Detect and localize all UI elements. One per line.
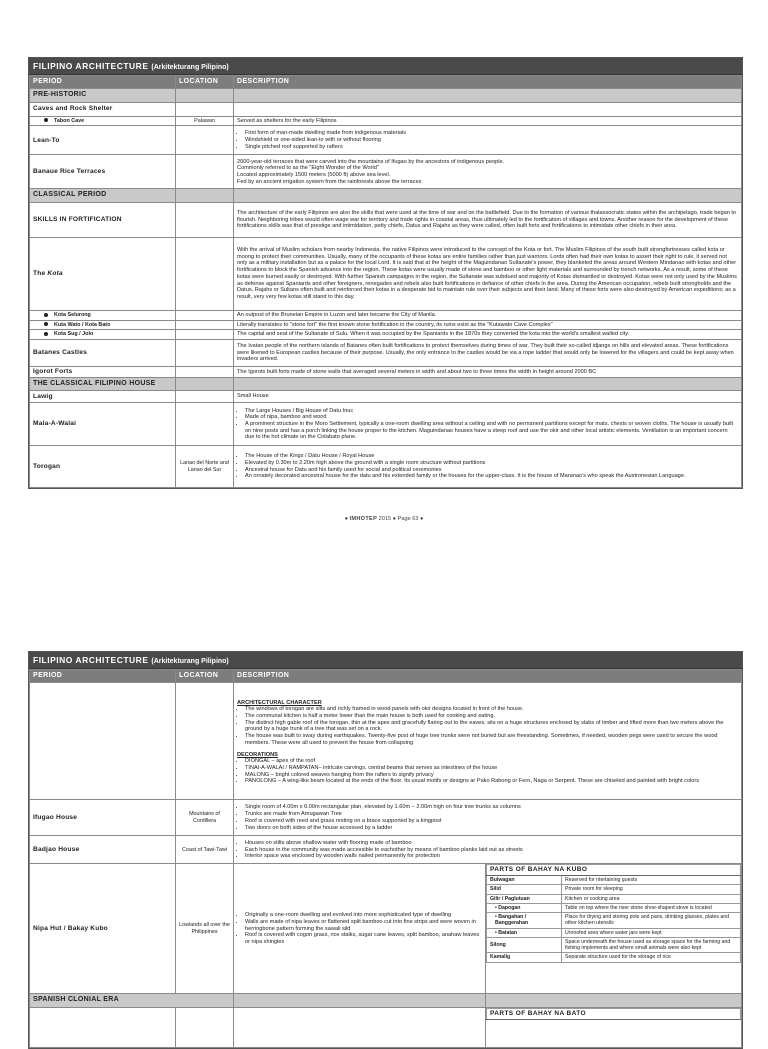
period-cell: Kota Selurong [30,310,176,320]
document-page-64 [28,651,743,1049]
bullet-icon [44,313,48,317]
architecture-table [29,75,742,488]
list-item: • First form of man-made dwelling made from indigenous materials [245,130,738,137]
list-item: • Single pitched roof supported by rafters [245,144,738,151]
list-item: • Two doors on both sides of the house accessed by a ladder [245,825,738,832]
header-description: DESCRIPTION [234,670,742,683]
document-page-63 [28,57,743,489]
list-item: • TINAI-A-WALAI / RAMPATAN– intricate carvings, central beams that serves as intestines of the house [245,765,738,772]
period-cell: Lean-To [30,126,176,155]
table-row [30,391,742,403]
description-cell: The architecture of the early Filipinos are also the skills that were used at the time of war and on the battlefield. Due to the formation of various thalassocratic states within the archipelago, trade began to flourish. Neighboring tribes would often wage war for territory and trade rights in coastal areas, thus ultimately led to the fortification of villages and towns. Another reason for the development of these fortifications skills was that of prestige and intimidation, petty chiefs, Datus and Rajahs as they were called, often built forts and fortifications to intimidate other chiefs in their area. [234,202,742,237]
table-row [30,864,742,994]
period-cell: Torogan [30,446,176,488]
parts-kubo-cell [486,864,742,994]
part-description: Space underneath the house used as storage space for the farming and fishing implements and where small animals were also kept [562,937,741,952]
parts-bato-heading: PARTS OF BAHAY NA BATO [487,1008,741,1019]
table-row [30,800,742,836]
title-text: FILIPINO ARCHITECTURE [33,61,149,71]
header-period: PERIOD [30,76,176,89]
footer-brand: IMHOTEP [349,516,378,522]
header-location: LOCATION [176,670,234,683]
list-item: • Interior space was enclosed by wooden walls nailed permanently for protection [245,853,738,860]
period-cell: Badjao House [30,836,176,864]
footer-year: 2015 [378,516,392,522]
title-text: FILIPINO ARCHITECTURE [33,655,149,665]
list-item: • The communal kitchen is half a meter lower than the main house is both used for cooking and eating. [245,713,738,720]
footer-page-number: Page 63 [397,516,419,522]
part-name: Kamalig [487,953,562,962]
parts-bahay-kubo-table [486,864,741,962]
header-period: PERIOD [30,670,176,683]
table-row [30,310,742,320]
header-row [30,76,742,89]
table-row [30,683,742,800]
list-item: • Houses on stilts above shallow water with flooring made of bamboo [245,840,738,847]
list-item: • MALONG – bright colored weaves hanging from the rafters to signify privacy [245,772,738,779]
parts-kubo-row [487,953,741,962]
parts-kubo-row [487,885,741,894]
parts-kubo-row [487,903,741,912]
table-row [30,836,742,864]
table-row [30,366,742,377]
list-item: • Trunks are made from Amugawan Tree [245,811,738,818]
period-cell: Banaue Rice Terraces [30,155,176,189]
location-cell: Palawan [176,116,234,126]
bullet-icon [44,332,48,336]
table-row [30,339,742,366]
header-row [30,670,742,683]
table-row [30,403,742,446]
list-item: • The House of the Kings / Datu House / Royal House [245,453,738,460]
parts-kubo-row [487,928,741,937]
list-item: • Roof is covered with cogon grass, rice stalks, sugar cane leaves, split bamboo, anahaw leaves or nipa shingles [245,932,482,945]
part-description: Reserved for ntertaining guests [562,876,741,885]
description-cell: The Ivatan people of the northern islands of Batanes often built fortifications to protect themselves during times of war. They built their so-called idjangs on hills and elevated areas. These fortifications were likened to European castles because of their purpose. Usually, the only entrance to the castles would be via a rope ladder that would only be lowered for the villagers and could be kept away when invaders arrived. [234,339,742,366]
header-location: LOCATION [176,76,234,89]
description-cell: The capital and seat of the Sultanate of Sulu. When it was occupied by the Spaniards in the 1870s they converted the kota into the world's smallest walled city. [234,330,742,340]
location-cell: Mountains of Cordillera [176,800,234,836]
period-cell: Igorot Forts [30,366,176,377]
period-cell: Batanes Castles [30,339,176,366]
bullet-icon [44,118,48,122]
subtitle-text: (Arkitekturang Pilipino) [151,658,229,665]
table-row [30,202,742,237]
part-name: • Batalan [487,928,562,937]
text-line: 2000-year-old terraces that were carved into the mountains of Ifugao by the ancestors of indigenous people. [237,158,505,165]
period-cell: Tabon Cave [30,116,176,126]
list-item: • Originally a one-room dwelling and evolved into more sophisticated type of dwelling [245,912,482,919]
list-item: • The house was built to sway during earthquakes. Twenty-five post of huge tree trunks were not buried but are freestanding. Sometimes, if needed, wooden pegs were used to secure the wood members. These were all used to prevent the house from collapsing [245,733,738,746]
architecture-table [29,669,742,1048]
text-line: Commonly referred to as the "Eight Wonder of the World" [237,165,379,172]
period-cell: Kuta Wato / Kota Bato [30,320,176,330]
header-description: DESCRIPTION [234,76,742,89]
list-item: • Roof is covered with reed and grass resting on a brace supported by a kingpost [245,818,738,825]
part-description: Kitchen or cooking area [562,894,741,903]
part-name: Silid [487,885,562,894]
text-line: Fed by an ancient irrigation system from the rainforests above the terraces [237,178,422,185]
section-row [30,189,742,202]
part-description: Place for drying and storing pots and pans, drinking glasses, plates and other kitchen utensils [562,913,741,928]
period-cell: SKILLS IN FORTIFICATION [30,202,176,237]
section-row [30,89,742,102]
period-cell: Ifugao House [30,800,176,836]
table-title [29,652,742,669]
list-item: • Walls are made of nipa leaves or flattened split bamboo cut into fine strips and were woven in herringbone pattern forming the sawali sild [245,919,482,932]
list-item: • An ornately decorated ancestral house for the datu and his extended family or the houses for the upper-class. It is the house of Maranao's who speak the Austronesian Language. [245,473,738,480]
list-item: • A prominent structure in the Moro Settlement, typically a one-room dwelling area without a ceiling and with no permanent partitions except for mats, chests or woven cloths. The house is usually built on nine posts and has a porch linking the house proper to the kitchen. Maguindanao houses have a steep roof and use the okir and other local artistic elements. Ventilation is an important concern due to the hot climate on the Cotabato plane. [245,421,738,441]
table-row [30,320,742,330]
period-cell: Mala-A-Walai [30,403,176,446]
period-cell: Nipa Hut / Bakay Kubo [30,864,176,994]
table-row [30,102,742,116]
description-cell [234,403,742,446]
part-description: Unroofed area where water jars were kept [562,928,741,937]
parts-bahay-bato-table [486,1008,741,1020]
description-cell [234,126,742,155]
bullet-icon [44,322,48,326]
period-cell: Kota Sug / Jolo [30,330,176,340]
list-item: • Made of nipa, bamboo and wood [245,414,738,421]
description-cell: An outpost of the Bruneian Empire in Luzon and later became the City of Manila. [234,310,742,320]
list-item: • Each house in the community was made accessible to eachother by means of bamboo planks laid out as streets [245,847,738,854]
table-row [30,126,742,155]
list-item: • DIONGAL – apex of the roof [245,758,738,765]
description-cell [234,446,742,488]
part-name: Bulwagan [487,876,562,885]
description-cell [234,800,742,836]
text-line: Located approximately 1500 meters (5000 ft) above sea level. [237,171,391,178]
table-row [30,237,742,310]
parts-kubo-row [487,937,741,952]
period-cell: The Kota [30,237,176,310]
table-row [30,1007,742,1047]
table-row [30,116,742,126]
parts-kubo-row [487,876,741,885]
table-title [29,58,742,75]
subtitle-text: (Arkitekturang Pilipino) [151,64,229,71]
location-cell: Lowlands all over the Philippines [176,864,234,994]
period-cell: Lawig [30,391,176,403]
parts-kubo-row [487,913,741,928]
list-item: • The windows of torogan are slits and richly framed in wood panels with okir designs located in front of the house. [245,706,738,713]
location-cell: Lanao del Norte and Lanao del Sur [176,446,234,488]
part-name: Silong [487,937,562,952]
list-item: • Windshield or one-sided lean-to with or without flooring [245,137,738,144]
list-item: • PANOLONG – A wing-like beam located at the ends of the floor. Its usual motifs or designs ar Pako Rabong or Fern, Naga or Serpent. These are chiseled and painted with bright colors [245,778,738,785]
description-cell [234,864,486,994]
list-item: • The distinct high gable roof of the torogan, thin at the apex and gracefully flaring out to the eaves, sits on a huge structures enclosed by slabs of timber and lifted more than two meters above the ground by a huge trunk of a tree that was set on a rock. [245,720,738,733]
description-cell: Served as shelters for the early Filipinos [234,116,742,126]
description-cell [234,155,742,189]
description-cell: Literally translates to "stone fort" the first known stone fortification in the country, its ruins exist as the "Kutawato Cave Complex" [234,320,742,330]
parts-kubo-heading: PARTS OF BAHAY NA KUBO [487,865,741,876]
list-item: • The Large Houses / Big House of Datu Inuc [245,408,738,415]
table-row [30,155,742,189]
description-cell [234,683,742,800]
part-description: Table on top where the riser stone shoe-shaped stove is located [562,903,741,912]
description-cell: The Igorots built forts made of stone walls that averaged several meters in width and about two to three times the width in height around 2000 BC [234,366,742,377]
list-item: • Ancestral house for Datu and his family used for social and political ceremonies [245,467,738,474]
section-label: THE CLASSICAL FILIPINO HOUSE [30,377,176,390]
description-cell [234,836,742,864]
table-row [30,446,742,488]
location-cell: Coast of Tawi-Tawi [176,836,234,864]
section-label: PRE-HISTORIC [30,89,176,102]
list-item: • Elevated by 0.30m to 2.20m high above the ground with a single room structure without partitions [245,460,738,467]
table-row [30,330,742,340]
section-heading: ARCHITECTURAL CHARACTER [237,699,322,706]
section-row [30,377,742,390]
part-name: • Bangahan / Banggerahan [487,913,562,928]
description-cell: Small House [234,391,742,403]
list-item: • Single room of 4.00m x 6.00m rectangular plan, elevated by 1.60m – 2.00m high on four tree trunks as columns [245,804,738,811]
period-cell: Caves and Rock Shelter [30,102,176,116]
page-footer: ● IMHOTEP 2015 ● Page 63 ● [344,516,424,522]
description-cell: With the arrival of Muslim scholars from nearby Indonesia, the native Filipinos were introduced to the concept of the Kota or fort. The Muslim Filipinos of the south built strongfortresses called kota or moong to protect their communities. Usually, many of the occupants of these kotas are entire families rather than just warriors. Lords often had their own kotas to assert their right to rule, it served not only as a military installation but as a palace for the local Lord. It is said that at the height of the Maguindanao Sultanate's power, they blanketed the areas around Western Mindanao with kotas and other fortifications to block the Spanish advance into the region. These kotas were usually made of stone and bamboo or other light materials and surrounded by trench networks. As a result, some of these kotas were burned easily or destroyed. With further Spanish campaigns in the region, the Sultanate was subdued and majority of Kotas dismantled or destroyed. Kotas were not only used by the Muslims as defense against Spaniards and other foreigners, renegades and rebels also built fortifications in defiance of other chiefs in the area. During the American occupation, rebels built strongholds and the Datus, Rajahs or Sultans often built and reinforced their kotas in a desperate bid to maintain rule over their subjects and their land. Many of these forts were also destroyed by American expeditions; as a result, very very few kotas still stand to this day. [234,237,742,310]
part-name: Gilir / Paglutuan [487,894,562,903]
parts-kubo-row [487,894,741,903]
section-heading: DECORATIONS [237,751,278,758]
part-name: • Dapogan [487,903,562,912]
section-label: CLASSICAL PERIOD [30,189,176,202]
section-label: SPANISH CLONIAL ERA [30,994,234,1007]
part-description: Separate structure used for the storage of rice [562,953,741,962]
section-row [30,994,742,1007]
parts-bato-cell [486,1007,742,1047]
part-description: Private room for sleeping [562,885,741,894]
